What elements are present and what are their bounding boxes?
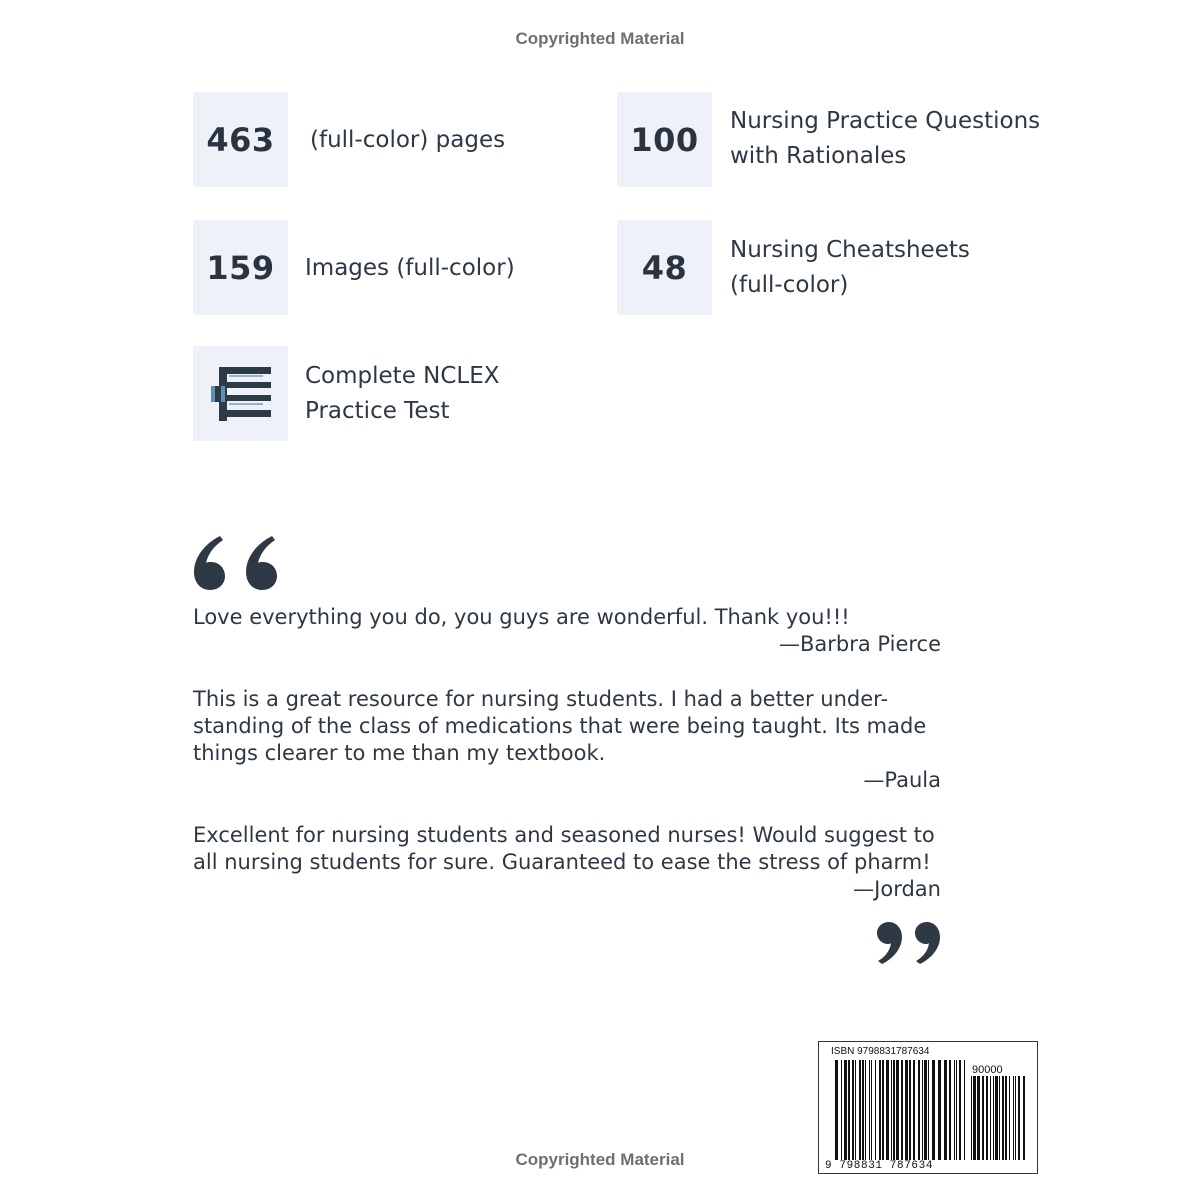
barcode-bar [928,1060,929,1160]
barcode-bar [886,1060,889,1160]
testimonial-author: —Paula [863,768,941,792]
barcode-bar [882,1060,884,1160]
barcode-bar [993,1076,994,1160]
barcode-bar [905,1060,908,1160]
stat-number-cheatsheets: 48 [641,248,688,287]
ean-digits: 9 798831 787634 [825,1160,934,1172]
testimonial-author: —Jordan [853,877,941,901]
barcode-bar [932,1060,935,1160]
stat-label-line: Practice Test [305,398,450,424]
barcode-bar [977,1076,980,1160]
testimonial-text: This is a great resource for nursing students. I had a better under- [193,687,889,711]
barcode-bar [949,1060,951,1160]
stat-box-pages [193,92,288,187]
barcode-bar [909,1060,911,1160]
stat-label-line: with Rationales [730,143,907,169]
stat-label-line: Nursing Cheatsheets [730,237,970,263]
barcode-bars-main [835,1060,969,1160]
barcode-bar [1015,1076,1016,1160]
testimonial-author: —Barbra Pierce [778,632,941,656]
barcode-bar [871,1060,872,1160]
stat-number-images: 159 [206,248,275,287]
barcode-bar [1009,1076,1010,1160]
stat-box-questions [617,92,712,187]
barcode-bar [956,1060,957,1160]
stat-label-pages [310,123,505,158]
barcode-bar [924,1060,927,1160]
testimonial-barbra [193,604,941,658]
barcode-bar [844,1060,847,1160]
barcode-bar [879,1060,881,1160]
stat-box-cheatsheets [617,220,712,315]
stat-label-line: (full-color) [730,272,849,298]
barcode-bar [865,1060,866,1160]
stat-box-practice-test [193,346,288,441]
copyright-watermark-bottom: Copyrighted Material [515,1150,685,1169]
barcode-bar [999,1076,1000,1160]
barcode-bar [995,1076,998,1160]
barcode-bar [891,1060,892,1160]
barcode-bar [901,1060,903,1160]
barcode-bar [959,1060,961,1160]
barcode-bar [990,1076,991,1160]
stat-label-line: Nursing Practice Questions [730,108,1041,134]
barcode-bar [982,1076,984,1160]
barcode-bar [841,1060,842,1160]
barcode-bar [964,1060,965,1160]
testimonial-text: things clearer to me than my textbook. [193,741,606,765]
barcode-bar [1023,1076,1025,1160]
barcode-bar [1013,1076,1014,1160]
barcode-bar [1018,1076,1020,1160]
isbn-label: ISBN 9798831787634 [831,1046,930,1057]
barcode-bar [922,1060,923,1160]
barcode-bar [918,1060,920,1160]
price-code: 90000 [972,1064,1003,1076]
stat-label-images [305,251,515,286]
barcode-bar [869,1060,870,1160]
testimonial-text: all nursing students for sure. Guaranteed to ease the stress of pharm! [193,850,931,874]
stat-label-line: Images (full-color) [305,255,515,281]
barcode-bars-addon [971,1076,1029,1160]
barcode-bar [893,1060,895,1160]
stat-label-questions [730,104,1040,174]
copyright-watermark-top: Copyrighted Material [515,29,685,48]
testimonial-jordan [193,822,941,903]
barcode-bar [1005,1076,1007,1160]
barcode-bar [896,1060,899,1160]
stat-label-line: (full-color) pages [310,127,506,153]
barcode-bar [835,1060,838,1160]
close-quote-icon [872,920,944,966]
testimonial-text: Excellent for nursing students and seasoned nurses! Would suggest to [193,823,935,847]
barcode-bar [859,1060,861,1160]
barcode-bar [1002,1076,1004,1160]
barcode-bar [973,1076,976,1160]
barcode-bar [855,1060,856,1160]
barcode-bar [852,1060,854,1160]
stat-label-cheatsheets [730,233,970,303]
barcode-bar [986,1076,988,1160]
stat-label-practice-test [305,359,500,429]
barcode-bar [875,1060,876,1160]
barcode-bar [938,1060,941,1160]
testimonial-text: Love everything you do, you guys are wonderful. Thank you!!! [193,605,850,629]
testimonial-text: standing of the class of medications that were being taught. Its made [193,714,927,738]
barcode-bar [971,1076,972,1160]
open-quote-icon [190,532,290,592]
testimonial-paula [193,686,941,794]
test-document-icon [209,364,273,424]
stat-box-images [193,220,288,315]
barcode-bar [954,1060,955,1160]
stat-number-pages: 463 [206,120,275,159]
stat-label-line: Complete NCLEX [305,363,500,389]
barcode-bar [913,1060,915,1160]
stat-number-questions: 100 [630,120,699,159]
barcode-bar [848,1060,850,1160]
barcode-bar [944,1060,947,1160]
barcode-bar [862,1060,864,1160]
